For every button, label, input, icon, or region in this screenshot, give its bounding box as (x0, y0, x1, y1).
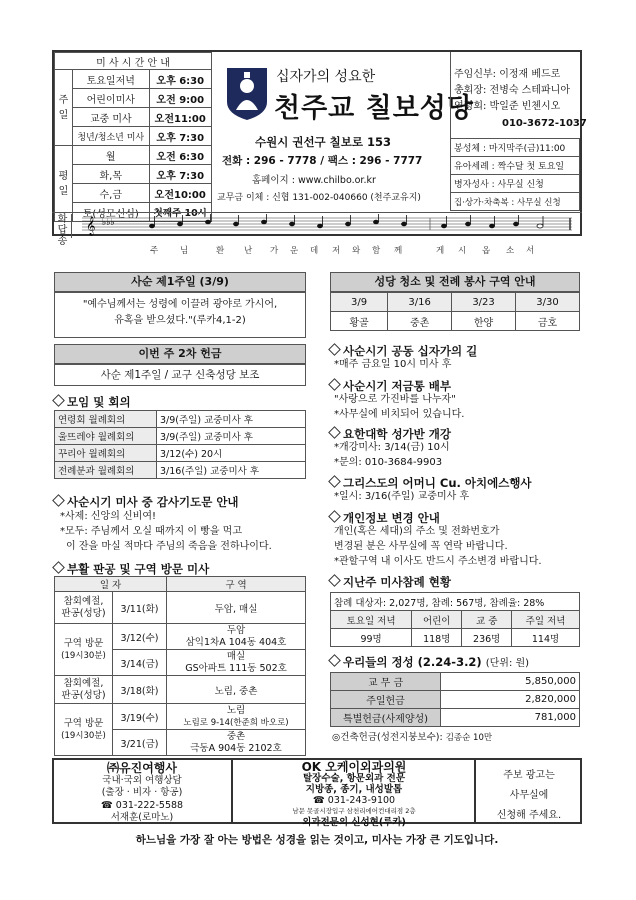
hymn-staff (82, 214, 572, 240)
notice-4-line: *일시: 3/16(주일) 교중미사 후 (334, 491, 470, 502)
attendance-title: 지난주 미사참례 현황 (330, 574, 451, 590)
liaison: 연령회: 박일준 빈첸시오 (454, 101, 561, 112)
finance-table: 교 무 금 5,850,000 주일헌금 2,820,000 특별헌금(사제양성) 781,000 (330, 672, 580, 727)
diamond-bullet-icon (328, 378, 341, 391)
meetings-title: 모임 및 회의 (54, 394, 131, 410)
liaison-phone: 010-3672-1037 (502, 118, 587, 129)
diamond-bullet-icon (52, 394, 65, 407)
mass-schedule-table: 미 사 시 간 안 내 주 일 토요일저녁 오후 6:30 어린이미사 오전 9:00 교중 미사 오전11:00 청년/청소년 미사 오후 7:30 평 일 월 오전 6:30 화,목 오후 7:30 수,금 오전10:00 토(성모신심) 첫째주 10시 (54, 52, 212, 222)
prayer-line2: *모두: 주님께서 오실 때까지 이 빵을 먹고 (60, 526, 243, 537)
weekday-label: 평 일 (55, 146, 73, 222)
diamond-bullet-icon (328, 426, 341, 439)
notice-5-line2: 변경된 분은 사무실에 꼭 연락 바랍니다. (334, 541, 508, 552)
offering2-title: 이번 주 2차 헌금 (54, 344, 306, 364)
church-subtitle: 십자가의 성요한 (276, 69, 376, 85)
visits-title: 부활 판공 및 구역 방문 미사 (54, 561, 209, 577)
church-account: 교무금 이체 : 신협 131-002-040660 (천주교유지) (217, 193, 421, 203)
notice-3-title: 요한대학 성가반 개강 (330, 426, 451, 442)
svg-text:𝄞: 𝄞 (86, 216, 96, 235)
pastor: 주임신부: 이정재 베드로 (454, 69, 561, 80)
prayer-line3: 이 잔을 마실 적마다 주님의 죽음을 전하나이다. (66, 541, 272, 552)
lent-quote-line2: 유혹을 받으셨다."(루카4,1-2) (114, 315, 246, 326)
ads-divider-1 (231, 758, 233, 824)
cleaning-title: 성당 청소 및 전례 봉사 구역 안내 (330, 272, 580, 292)
finance-title: 우리들의 정성 (2.24-3.2) (단위: 원) (330, 654, 529, 670)
notice-2-line2: *사무실에 비치되어 있습니다. (334, 409, 465, 420)
diamond-bullet-icon (52, 494, 65, 507)
ads-divider-2 (474, 758, 476, 824)
notice-5-line3: *관할구역 내 이사도 반드시 주소변경 바랍니다. (334, 556, 542, 567)
visits-table: 일 자 구 역 참회예절, 판공(성당) 3/11(화) 두암, 매실 구역 방문 (19시30분) 3/12(수) 두암 삼익1차A 104동 404호 3/14(금) 매실 GS아파트 111동 502호 참회예절, 판공(성당) 3/18(화) 노림, 중촌 구역 방문 (19시30분) 3/19(수) 노림 노림로 9-14(한준희 바오로) 3/21(금) 중촌 극동A 904동 2102호 (54, 576, 306, 756)
notice-1-title: 사순시기 공동 십자가의 길 (330, 343, 477, 359)
notice-5-line1: 개인(혹은 세대)의 주소 및 전화번호가 (334, 526, 500, 537)
diamond-bullet-icon (328, 475, 341, 488)
footer-quote: 하느님을 가장 잘 아는 방법은 성경을 읽는 것이고, 미사는 가장 큰 기도입니다. (135, 834, 499, 846)
ad-notice: 주보 광고는 사무실에 신청해 주세요. (496, 770, 562, 821)
prayer-title: 사순시기 미사 중 감사기도문 안내 (54, 494, 239, 510)
diamond-bullet-icon (328, 510, 341, 523)
clinic-ad: OK 오케이외과의원 탈장수술, 항문외과 전문 지방종, 종기, 내성발톱 ☎ 031-243-9100 남문 못골시장입구 삼천리에어컨대리점 2층 외과전문의 신성현(루카) (292, 760, 416, 828)
diamond-bullet-icon (328, 574, 341, 587)
hymn-label: 화 답 송 (54, 214, 72, 238)
notice-3-line1: *개강미사: 3/14(금) 10시 (334, 442, 450, 453)
church-name: 천주교 칠보성당 (274, 93, 474, 124)
president: 총회장: 전병숙 스테파니아 (454, 85, 570, 96)
church-homepage: 홈페이지 : www.chilbo.or.kr (252, 175, 376, 186)
church-logo (222, 64, 272, 122)
church-address: 수원시 권선구 칠보로 153 (255, 135, 391, 149)
cleaning-table: 3/9 3/16 3/23 3/30 황골 중촌 한양 금호 (330, 292, 580, 331)
church-phone: 전화 : 296 - 7778 / 팩스 : 296 - 7777 (222, 155, 423, 167)
notice-2-title: 사순시기 저금통 배부 (330, 378, 451, 394)
sunday-label: 주 일 (55, 70, 73, 146)
lent-title: 사순 제1주일 (3/9) (54, 272, 306, 292)
meetings-table: 연령회 월례회의 3/9(주일) 교중미사 후 울뜨레야 월례회의 3/9(주일) 교중미사 후 꾸리아 월례회의 3/12(수) 20시 전례분과 월례회의 3/16(주일) 교중미사 후 (54, 410, 306, 479)
prayer-line1: *사제: 신앙의 신비여! (60, 511, 157, 522)
building-fund: ◎건축헌금(성전지붕보수): 김종순 10만 (332, 732, 493, 743)
travel-ad: ㈜유진여행사 국내·국외 여행상담 (출장 · 비자 · 항공) ☎ 031-222-5588 서재훈(로마노) (100, 761, 184, 823)
attendance-table: 참례 대상자: 2,027명, 참례: 567명, 참례율: 28% 토요일 저녁 어린이 교 중 주일 저녁 99명 118명 236명 114명 (330, 592, 580, 647)
diamond-bullet-icon (328, 343, 341, 356)
mass-schedule-title: 미 사 시 간 안 내 (55, 53, 212, 70)
diamond-bullet-icon (328, 654, 341, 667)
lent-quote-line1: "예수님께서는 성령에 이끌려 광야로 가시어, (82, 299, 278, 310)
sacrament-table: 봉성체 : 마지막주(금)11:00 유아세례 : 짝수달 첫 토요일 병자성사 : 사무실 신청 집·상가·차축복 : 사무실 신청 (450, 138, 580, 211)
svg-text:♭♭♭: ♭♭♭ (102, 218, 115, 228)
notice-2-line1: "사랑으로 가진바를 나누자" (334, 394, 456, 405)
diamond-bullet-icon (52, 561, 65, 574)
notice-4-title: 그리스도의 어머니 Cu. 아치에스행사 (330, 475, 532, 491)
notice-5-title: 개인정보 변경 안내 (330, 510, 440, 526)
notice-1-line: *매주 금요일 10시 미사 후 (334, 359, 452, 370)
notice-3-line2: *문의: 010-3684-9903 (334, 457, 443, 468)
offering2-content: 사순 제1주일 / 교구 신축성당 보조 (54, 364, 306, 386)
